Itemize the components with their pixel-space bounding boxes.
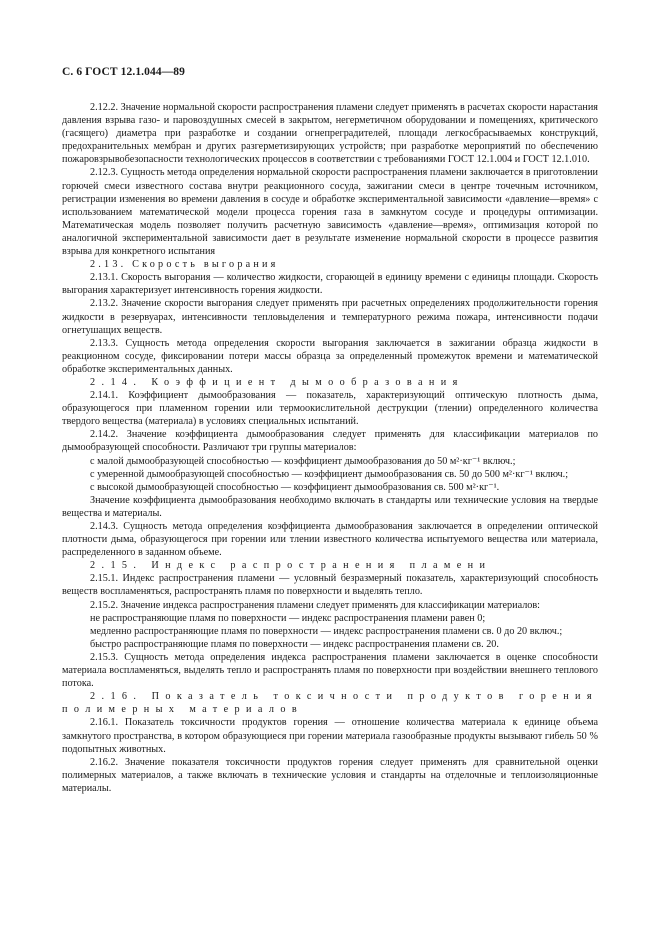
paragraph-2-15-1: 2.15.1. Индекс распространения пламени — условный безразмерный показатель, характеризующий способность веществ воспламеняться, распространять пламя по поверхности и выделять тепло. [62,573,598,598]
paragraph-2-13-3: 2.13.3. Сущность метода определения скорости выгорания заключается в зажигании образца жидкости в реакционном сосуде, фиксировании потери массы образца за определенный промежуток времени и математической обработке экспериментальных данных. [62,337,598,375]
paragraph-2-15-2: 2.15.2. Значение индекса распространения пламени следует применять для классификации материалов: [90,599,541,611]
page-header: С. 6 ГОСТ 12.1.044—89 [62,66,185,78]
document-body [62,101,598,795]
paragraph-2-14-3: 2.14.3. Сущность метода определения коэффициента дымообразования заключается в определении оптической плотности дыма, образующегося при горении или тлении известного количества испытуемого вещества или материала, распределенного в заданном объеме. [62,521,598,559]
section-heading-2-15: 2.15. Индекс распространения пламени [90,560,492,572]
section-heading-2-14: 2.14. Коэффициент дымообразования [90,376,464,388]
section-heading-2-13: 2.13. Скорость выгорания [90,259,279,271]
paragraph-2-14-1: 2.14.1. Коэффициент дымообразования — показатель, характеризующий оптическую плотность дыма, образующегося при пламенном горении или термоокислительной деструкции (тлении) определенного количества твердого вещества (материала) в условиях специальных испытаний. [62,390,598,428]
section-heading-2-16: 2.16. Показатель токсичности продуктов горения полимерных материалов [62,691,598,716]
paragraph-2-15-3: 2.15.3. Сущность метода определения индекса распространения пламени заключается в оценке способности материала воспламеняться, выделять тепло и распространять пламя по поверхности при воздействии внешнего теплового потока. [62,651,598,690]
list-item-high-smoke: с высокой дымообразующей способностью — коэффициент дымообразования св. 500 м²·кг⁻¹. [90,481,500,493]
paragraph-2-13-1: 2.13.1. Скорость выгорания — количество жидкости, сгорающей в единицу времени с единицы площади. Скорость выгорания характеризует интенсивность горения жидкости. [62,272,598,297]
list-item-slow-spreading: медленно распространяющие пламя по поверхности — индекс распространения пламени св. 0 до 20 включ.; [90,625,563,637]
paragraph-2-16-2: 2.16.2. Значение показателя токсичности продуктов горения следует применять для сравнительной оценки полимерных материалов, а также включать в технические условия и стандарты на отделочные и теплоизоляционные материалы. [62,756,598,794]
list-item-low-smoke: с малой дымообразующей способностью — коэффициент дымообразования до 50 м²·кг⁻¹ включ.; [90,455,516,467]
paragraph-smoke-note: Значение коэффициента дымообразования необходимо включать в стандарты или технические условия на твердые вещества и материалы. [62,494,598,519]
list-item-non-spreading: не распространяющие пламя по поверхности — индекс распространения пламени равен 0; [90,612,486,624]
list-item-moderate-smoke: с умеренной дымообразующей способностью — коэффициент дымообразования св. 50 до 500 м²·кг⁻¹ включ.; [90,468,569,480]
paragraph-2-16-1: 2.16.1. Показатель токсичности продуктов горения — отношение количества материала к единице объема замкнутого пространства, в котором образующиеся при горении материала газообразные продукты вызывают гибель 50 % подопытных животных. [62,717,598,755]
paragraph-2-13-2: 2.13.2. Значение скорости выгорания следует применять при расчетных определениях продолжительности горения жидкости в резервуарах, интенсивности тепловыделения и температурного режима пожара, интенсивности подачи огнетушащих веществ. [62,298,598,336]
paragraph-2-12-2: 2.12.2. Значение нормальной скорости распространения пламени следует применять в расчетах скорости нарастания давления взрыва газо- и паровоздушных смесей в закрытом, негерметичном оборудовании и помещениях, критического (гасящего) диаметра при разработке и создании огнепреградителей, площади легкосбрасываемых конструкций, предохранительных мембран и других разгерметизирующих устройств; при разработке мероприятий по обеспечению пожаровзрывобезопасности технологических процессов в соответствии с требованиями ГОСТ 12.1.004 и ГОСТ 12.1.010. [62,102,598,166]
paragraph-2-12-3: 2.12.3. Сущность метода определения нормальной скорости распространения пламени заключается в приготовлении горючей смеси известного состава внутри реакционного сосуда, зажигании смеси в центре точечным источником, регистрации изменения во времени давления в сосуде и обработке экспериментальной зависимости «давление—время» с использованием математической модели процесса горения газа в замкнутом сосуде и процедуры оптимизации. Математическая модель позволяет получить расчетную зависимость «давление—время», оптимизация которой по аналогичной экспериментальной зависимости дает в результате изменение нормальной скорости в процессе развития взрыва для конкретного испытания [62,167,598,258]
list-item-fast-spreading: быстро распространяющие пламя по поверхности — индекс распространения пламени св. 20. [90,638,499,650]
paragraph-2-14-2: 2.14.2. Значение коэффициента дымообразования следует применять для классификации материалов по дымообразующей способности. Различают три группы материалов: [62,429,598,454]
